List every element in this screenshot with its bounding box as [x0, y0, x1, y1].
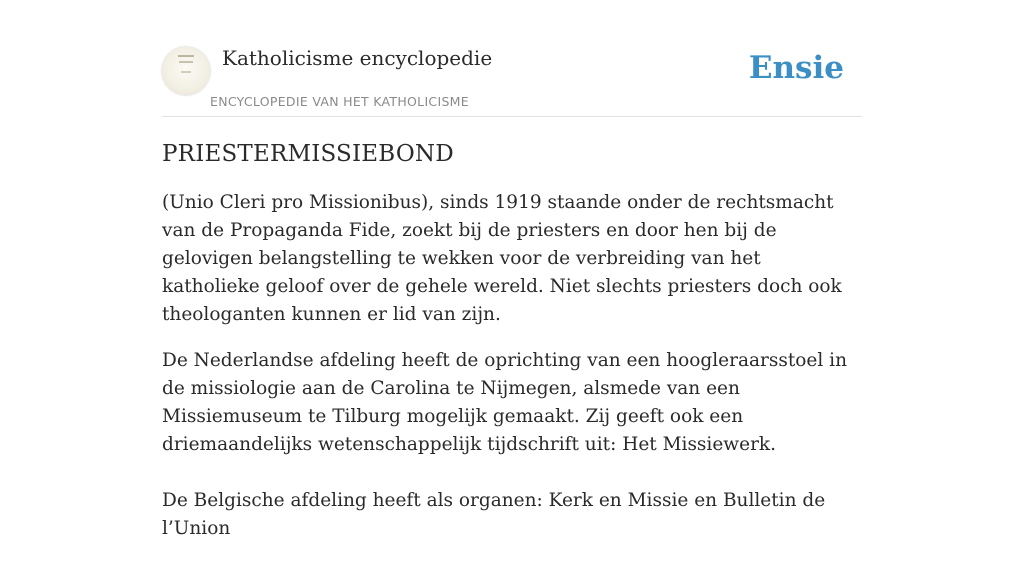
encyclopedia-title-link[interactable]: Katholicisme encyclopedie	[222, 46, 493, 70]
article	[162, 138, 862, 561]
cover-line	[178, 55, 194, 57]
cover-line	[181, 71, 191, 73]
ensie-logo-link[interactable]: Ensie	[748, 50, 844, 86]
article-paragraph: De Nederlandse afdeling heeft de oprichting van een hoogleraarsstoel in de missiologie aan de Carolina te Nijmegen, alsmede van een Missiemuseum te Tilburg mogelijk gemaakt. Zij geeft ook een driemaandelijks wetenschappelijk tijdschrift uit: Het Missiewerk.	[162, 350, 847, 455]
article-title: PRIESTERMISSIEBOND	[162, 141, 454, 167]
encyclopedia-subtitle: ENCYCLOPEDIE VAN HET KATHOLICISME	[210, 94, 469, 109]
encyclopedia-cover-image[interactable]	[162, 47, 210, 95]
article-paragraph: De Belgische afdeling heeft als organen: Kerk en Missie en Bulletin de l’Union	[162, 490, 826, 539]
cover-line	[179, 61, 193, 63]
article-paragraph: (Unio Cleri pro Missionibus), sinds 1919 staande onder de rechtsmacht van de Propaganda Fide, zoekt bij de priesters en door hen bij de gelovigen belangstelling te wekken voor de verbreiding van het katholieke geloof over de gehele wereld. Niet slechts priesters doch ook theologanten kunnen er lid van zijn.	[162, 192, 842, 325]
site-header	[162, 44, 862, 117]
